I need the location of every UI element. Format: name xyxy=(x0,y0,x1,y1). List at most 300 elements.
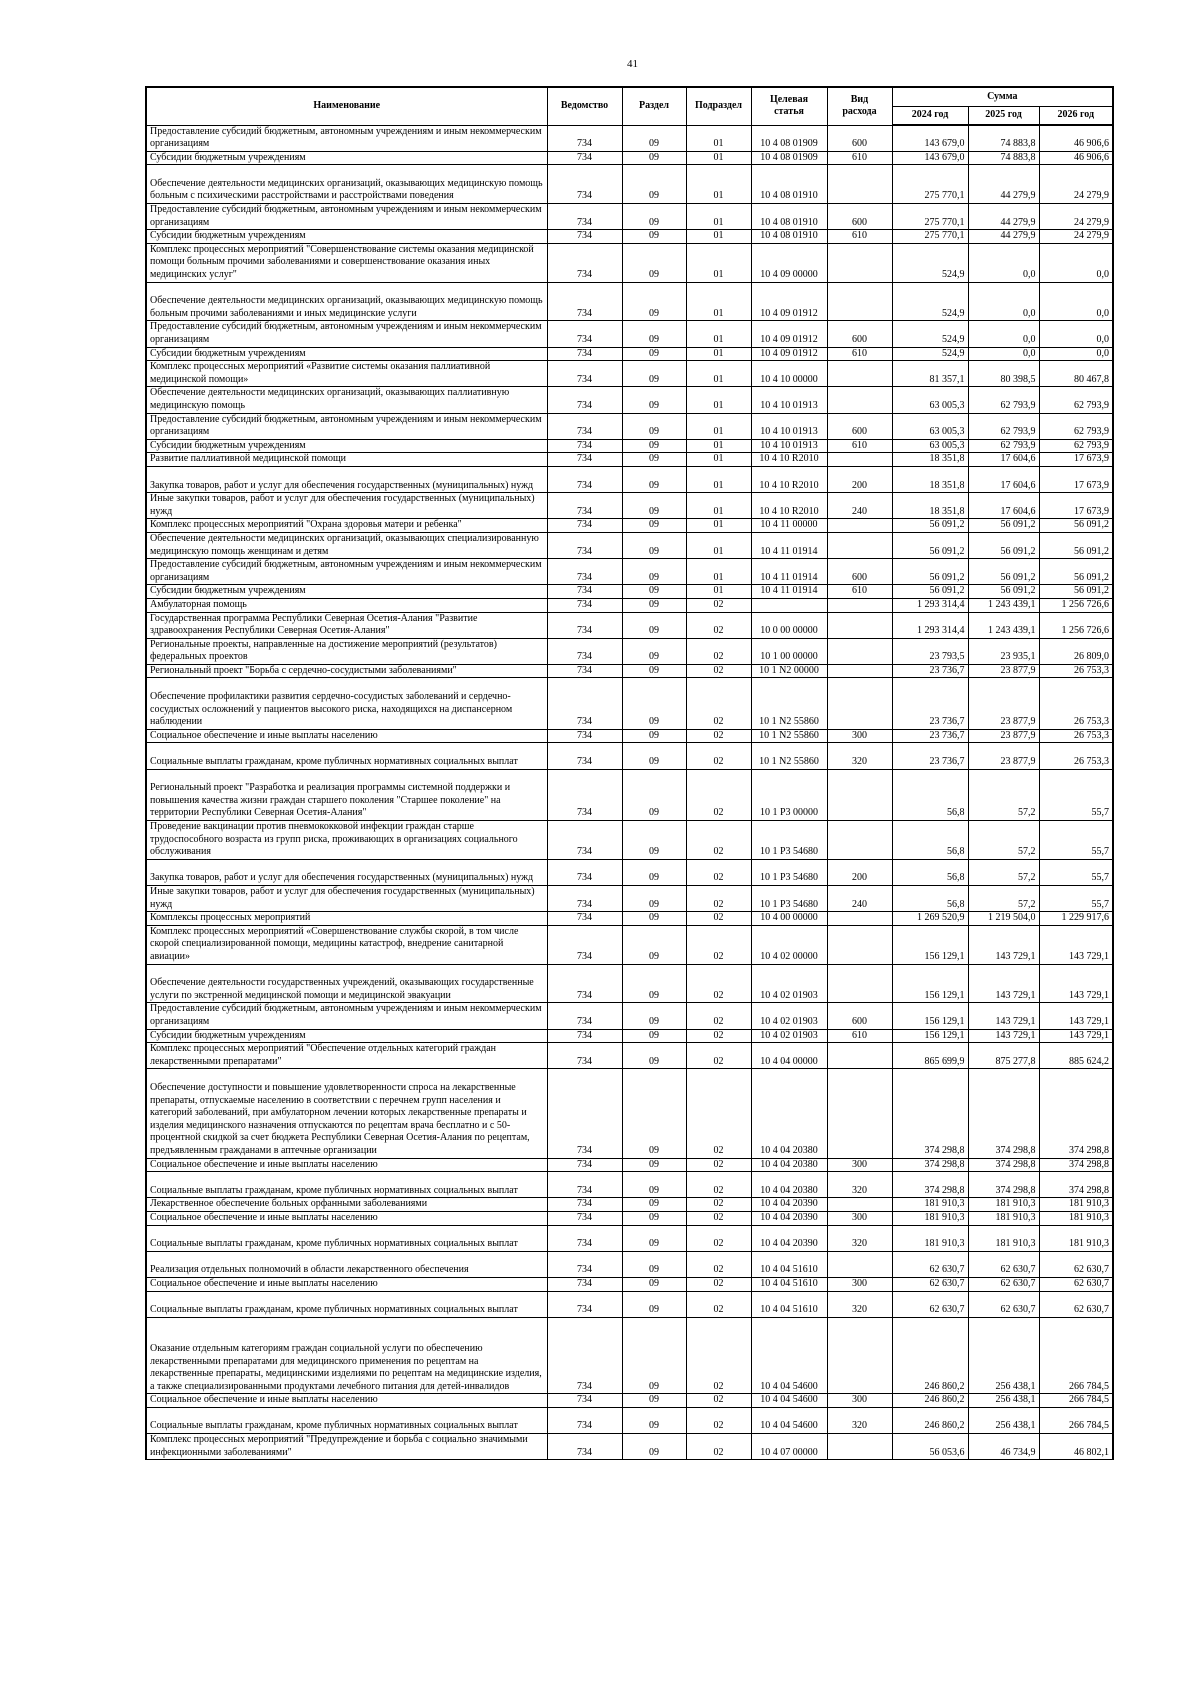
row-sum-2025: 57,2 xyxy=(968,859,1039,885)
row-podrazdel: 02 xyxy=(686,912,751,926)
row-podrazdel: 01 xyxy=(686,559,751,585)
row-sum-2024: 23 793,5 xyxy=(892,638,968,664)
table-body xyxy=(146,125,1113,1460)
row-sum-2026: 56 091,2 xyxy=(1039,559,1113,585)
row-sum-2026: 26 753,3 xyxy=(1039,678,1113,729)
row-sum-2026: 62 793,9 xyxy=(1039,387,1113,413)
row-vedomstvo: 734 xyxy=(547,769,622,820)
row-expense-type xyxy=(827,282,892,321)
row-name: Социальное обеспечение и иные выплаты населению xyxy=(146,1211,547,1225)
row-target-article: 10 4 02 00000 xyxy=(751,925,827,964)
row-vedomstvo: 734 xyxy=(547,612,622,638)
row-sum-2024: 524,9 xyxy=(892,282,968,321)
table-row xyxy=(146,1277,1113,1291)
row-podrazdel: 02 xyxy=(686,598,751,612)
row-sum-2026: 0,0 xyxy=(1039,243,1113,282)
row-razdel: 09 xyxy=(622,387,686,413)
row-target-article: 10 4 04 51610 xyxy=(751,1291,827,1317)
row-expense-type: 320 xyxy=(827,1172,892,1198)
row-sum-2026: 0,0 xyxy=(1039,347,1113,361)
table-row xyxy=(146,598,1113,612)
row-target-article: 10 4 04 54600 xyxy=(751,1394,827,1408)
table-row xyxy=(146,165,1113,204)
row-sum-2024: 374 298,8 xyxy=(892,1069,968,1158)
row-target-article: 10 4 04 54600 xyxy=(751,1317,827,1394)
table-row xyxy=(146,1069,1113,1158)
header-podrazdel: Подраздел xyxy=(686,87,751,125)
table-row xyxy=(146,453,1113,467)
row-name: Субсидии бюджетным учреждениям xyxy=(146,1029,547,1043)
header-vid-line1: Вид xyxy=(850,94,869,106)
table-row xyxy=(146,769,1113,820)
row-name: Развитие паллиативной медицинской помощи xyxy=(146,453,547,467)
row-sum-2025: 56 091,2 xyxy=(968,559,1039,585)
table-row xyxy=(146,612,1113,638)
row-sum-2025: 1 219 504,0 xyxy=(968,912,1039,926)
row-expense-type: 600 xyxy=(827,321,892,347)
row-sum-2026: 24 279,9 xyxy=(1039,204,1113,230)
row-sum-2024: 23 736,7 xyxy=(892,664,968,678)
row-target-article: 10 4 04 20380 xyxy=(751,1172,827,1198)
row-podrazdel: 01 xyxy=(686,230,751,244)
row-podrazdel: 02 xyxy=(686,1251,751,1277)
row-sum-2025: 143 729,1 xyxy=(968,1029,1039,1043)
row-sum-2024: 181 910,3 xyxy=(892,1198,968,1212)
row-expense-type: 300 xyxy=(827,1394,892,1408)
table-row xyxy=(146,1029,1113,1043)
row-target-article: 10 4 09 01912 xyxy=(751,282,827,321)
row-razdel: 09 xyxy=(622,1291,686,1317)
row-razdel: 09 xyxy=(622,1172,686,1198)
row-razdel: 09 xyxy=(622,1434,686,1460)
row-name: Социальное обеспечение и иные выплаты населению xyxy=(146,1277,547,1291)
table-row xyxy=(146,439,1113,453)
row-vedomstvo: 734 xyxy=(547,1172,622,1198)
row-sum-2025: 74 883,8 xyxy=(968,151,1039,165)
row-name: Закупка товаров, работ и услуг для обеспечения государственных (муниципальных) нужд xyxy=(146,466,547,492)
row-name: Социальные выплаты гражданам, кроме публичных нормативных социальных выплат xyxy=(146,1407,547,1433)
row-name: Обеспечение доступности и повышение удовлетворенности спроса на лекарственные препараты, отпускаемые населению в соответствии с перечнем групп населения и категорий заболеваний, при амбулаторном лечении которых лекарственные препараты и изделия медицинского назначения отпускаются по рецептам врача бесплатно и с 50-процентной скидкой за счет бюджета Республики Северная Осетия-Алания по рецептам, предъявленным гражданами в аптечные организации xyxy=(146,1069,547,1158)
row-target-article: 10 1 P3 54680 xyxy=(751,886,827,912)
row-target-article: 10 4 09 01912 xyxy=(751,347,827,361)
row-podrazdel: 02 xyxy=(686,769,751,820)
row-sum-2024: 62 630,7 xyxy=(892,1291,968,1317)
row-name: Комплекс процессных мероприятий "Предупреждение и борьба с социально значимыми инфекционными заболеваниями" xyxy=(146,1434,547,1460)
row-expense-type xyxy=(827,925,892,964)
row-expense-type: 300 xyxy=(827,1211,892,1225)
row-name: Реализация отдельных полномочий в области лекарственного обеспечения xyxy=(146,1251,547,1277)
row-sum-2024: 56 091,2 xyxy=(892,519,968,533)
header-2024: 2024 год xyxy=(892,106,968,125)
row-razdel: 09 xyxy=(622,1394,686,1408)
row-target-article: 10 1 P3 00000 xyxy=(751,769,827,820)
row-sum-2026: 26 753,3 xyxy=(1039,729,1113,743)
row-target-article: 10 4 04 00000 xyxy=(751,1043,827,1069)
row-sum-2026: 62 793,9 xyxy=(1039,413,1113,439)
row-podrazdel: 02 xyxy=(686,612,751,638)
table-row xyxy=(146,1251,1113,1277)
row-expense-type: 300 xyxy=(827,1158,892,1172)
row-target-article: 10 4 00 00000 xyxy=(751,912,827,926)
row-expense-type xyxy=(827,912,892,926)
row-razdel: 09 xyxy=(622,453,686,467)
row-sum-2026: 1 229 917,6 xyxy=(1039,912,1113,926)
row-sum-2024: 275 770,1 xyxy=(892,204,968,230)
row-target-article: 10 4 11 01914 xyxy=(751,585,827,599)
row-target-article: 10 4 02 01903 xyxy=(751,1029,827,1043)
row-name: Комплекс процессных мероприятий «Совершенствование службы скорой, в том числе скорой специализированной помощи, медицины катастроф, внедрение санитарной авиации» xyxy=(146,925,547,964)
row-sum-2026: 80 467,8 xyxy=(1039,361,1113,387)
row-name: Комплекс процессных мероприятий «Развитие системы оказания паллиативной медицинской помощи» xyxy=(146,361,547,387)
row-expense-type xyxy=(827,1069,892,1158)
row-vedomstvo: 734 xyxy=(547,1211,622,1225)
row-expense-type: 200 xyxy=(827,859,892,885)
table-row xyxy=(146,230,1113,244)
row-vedomstvo: 734 xyxy=(547,743,622,769)
row-razdel: 09 xyxy=(622,743,686,769)
row-sum-2024: 246 860,2 xyxy=(892,1317,968,1394)
row-sum-2025: 62 630,7 xyxy=(968,1251,1039,1277)
row-expense-type: 610 xyxy=(827,439,892,453)
table-row xyxy=(146,585,1113,599)
row-podrazdel: 02 xyxy=(686,964,751,1003)
row-target-article: 10 4 08 01910 xyxy=(751,165,827,204)
header-name: Наименование xyxy=(146,87,547,125)
row-vedomstvo: 734 xyxy=(547,151,622,165)
row-razdel: 09 xyxy=(622,1198,686,1212)
row-target-article: 10 4 11 00000 xyxy=(751,519,827,533)
row-sum-2025: 62 793,9 xyxy=(968,439,1039,453)
header-razdel: Раздел xyxy=(622,87,686,125)
row-expense-type: 200 xyxy=(827,466,892,492)
row-target-article: 10 4 10 R2010 xyxy=(751,466,827,492)
header-2025: 2025 год xyxy=(968,106,1039,125)
table-row xyxy=(146,859,1113,885)
row-target-article: 10 1 N2 55860 xyxy=(751,729,827,743)
row-sum-2024: 275 770,1 xyxy=(892,165,968,204)
row-razdel: 09 xyxy=(622,1407,686,1433)
row-expense-type xyxy=(827,638,892,664)
row-sum-2026: 143 729,1 xyxy=(1039,1029,1113,1043)
row-sum-2026: 62 630,7 xyxy=(1039,1251,1113,1277)
row-razdel: 09 xyxy=(622,204,686,230)
row-expense-type: 600 xyxy=(827,204,892,230)
table-row xyxy=(146,1317,1113,1394)
row-name: Комплекс процессных мероприятий "Охрана здоровья матери и ребенка" xyxy=(146,519,547,533)
row-podrazdel: 01 xyxy=(686,493,751,519)
page-number: 41 xyxy=(627,58,638,70)
row-sum-2026: 26 809,0 xyxy=(1039,638,1113,664)
row-sum-2024: 156 129,1 xyxy=(892,964,968,1003)
row-sum-2025: 0,0 xyxy=(968,243,1039,282)
row-sum-2026: 266 784,5 xyxy=(1039,1394,1113,1408)
header-target-line1: Целевая xyxy=(769,94,809,106)
row-razdel: 09 xyxy=(622,678,686,729)
row-razdel: 09 xyxy=(622,859,686,885)
table-row xyxy=(146,532,1113,558)
row-podrazdel: 02 xyxy=(686,1434,751,1460)
row-razdel: 09 xyxy=(622,1277,686,1291)
row-vedomstvo: 734 xyxy=(547,664,622,678)
row-expense-type xyxy=(827,1434,892,1460)
table-row xyxy=(146,151,1113,165)
row-target-article: 10 4 10 00000 xyxy=(751,361,827,387)
row-expense-type: 600 xyxy=(827,413,892,439)
row-razdel: 09 xyxy=(622,493,686,519)
row-name: Социальные выплаты гражданам, кроме публичных нормативных социальных выплат xyxy=(146,1172,547,1198)
row-vedomstvo: 734 xyxy=(547,361,622,387)
table-row xyxy=(146,243,1113,282)
row-podrazdel: 01 xyxy=(686,204,751,230)
row-sum-2026: 17 673,9 xyxy=(1039,466,1113,492)
row-expense-type: 600 xyxy=(827,125,892,151)
row-target-article: 10 1 00 00000 xyxy=(751,638,827,664)
row-name: Субсидии бюджетным учреждениям xyxy=(146,151,547,165)
row-expense-type xyxy=(827,453,892,467)
row-sum-2024: 246 860,2 xyxy=(892,1407,968,1433)
row-podrazdel: 02 xyxy=(686,1029,751,1043)
row-razdel: 09 xyxy=(622,598,686,612)
row-sum-2024: 18 351,8 xyxy=(892,453,968,467)
row-sum-2024: 374 298,8 xyxy=(892,1172,968,1198)
row-expense-type xyxy=(827,1043,892,1069)
row-expense-type xyxy=(827,361,892,387)
row-sum-2024: 1 293 314,4 xyxy=(892,598,968,612)
row-sum-2024: 63 005,3 xyxy=(892,387,968,413)
row-razdel: 09 xyxy=(622,413,686,439)
row-vedomstvo: 734 xyxy=(547,1434,622,1460)
row-sum-2026: 181 910,3 xyxy=(1039,1225,1113,1251)
row-razdel: 09 xyxy=(622,347,686,361)
row-podrazdel: 02 xyxy=(686,1317,751,1394)
row-podrazdel: 02 xyxy=(686,1069,751,1158)
row-sum-2026: 17 673,9 xyxy=(1039,493,1113,519)
row-razdel: 09 xyxy=(622,612,686,638)
row-expense-type xyxy=(827,821,892,860)
row-sum-2025: 57,2 xyxy=(968,886,1039,912)
table-row xyxy=(146,413,1113,439)
row-sum-2026: 143 729,1 xyxy=(1039,1003,1113,1029)
row-sum-2026: 1 256 726,6 xyxy=(1039,598,1113,612)
row-razdel: 09 xyxy=(622,1225,686,1251)
table-row xyxy=(146,638,1113,664)
row-vedomstvo: 734 xyxy=(547,912,622,926)
row-podrazdel: 02 xyxy=(686,1277,751,1291)
row-sum-2024: 374 298,8 xyxy=(892,1158,968,1172)
row-target-article: 10 0 00 00000 xyxy=(751,612,827,638)
row-razdel: 09 xyxy=(622,1069,686,1158)
table-row xyxy=(146,1043,1113,1069)
row-name: Предоставление субсидий бюджетным, автономным учреждениям и иным некоммерческим организациям xyxy=(146,125,547,151)
row-sum-2026: 26 753,3 xyxy=(1039,664,1113,678)
row-podrazdel: 02 xyxy=(686,886,751,912)
row-name: Социальное обеспечение и иные выплаты населению xyxy=(146,1158,547,1172)
row-expense-type: 240 xyxy=(827,493,892,519)
row-name: Социальное обеспечение и иные выплаты населению xyxy=(146,729,547,743)
row-name: Обеспечение деятельности медицинских организаций, оказывающих медицинскую помощь больным прочими заболеваниями и иных медицинские услуги xyxy=(146,282,547,321)
row-expense-type: 320 xyxy=(827,1291,892,1317)
row-podrazdel: 01 xyxy=(686,125,751,151)
row-vedomstvo: 734 xyxy=(547,387,622,413)
row-expense-type: 320 xyxy=(827,743,892,769)
header-vedomstvo: Ведомство xyxy=(547,87,622,125)
row-vedomstvo: 734 xyxy=(547,886,622,912)
table-row xyxy=(146,1211,1113,1225)
row-podrazdel: 01 xyxy=(686,321,751,347)
row-expense-type: 610 xyxy=(827,230,892,244)
row-target-article: 10 4 08 01909 xyxy=(751,151,827,165)
row-podrazdel: 01 xyxy=(686,165,751,204)
row-target-article: 10 4 08 01910 xyxy=(751,230,827,244)
row-vedomstvo: 734 xyxy=(547,1277,622,1291)
row-expense-type xyxy=(827,387,892,413)
row-sum-2025: 62 630,7 xyxy=(968,1277,1039,1291)
table-row xyxy=(146,1291,1113,1317)
row-sum-2025: 23 877,9 xyxy=(968,729,1039,743)
row-razdel: 09 xyxy=(622,282,686,321)
row-sum-2025: 56 091,2 xyxy=(968,585,1039,599)
row-expense-type xyxy=(827,769,892,820)
row-sum-2026: 374 298,8 xyxy=(1039,1069,1113,1158)
row-sum-2025: 875 277,8 xyxy=(968,1043,1039,1069)
row-sum-2025: 374 298,8 xyxy=(968,1069,1039,1158)
table-row xyxy=(146,282,1113,321)
row-podrazdel: 02 xyxy=(686,821,751,860)
row-sum-2025: 56 091,2 xyxy=(968,519,1039,533)
row-razdel: 09 xyxy=(622,361,686,387)
row-sum-2024: 1 269 520,9 xyxy=(892,912,968,926)
row-vedomstvo: 734 xyxy=(547,413,622,439)
row-sum-2024: 81 357,1 xyxy=(892,361,968,387)
row-vedomstvo: 734 xyxy=(547,1198,622,1212)
row-sum-2024: 23 736,7 xyxy=(892,729,968,743)
row-sum-2024: 156 129,1 xyxy=(892,1003,968,1029)
table-row xyxy=(146,204,1113,230)
row-vedomstvo: 734 xyxy=(547,1225,622,1251)
row-razdel: 09 xyxy=(622,886,686,912)
row-expense-type: 600 xyxy=(827,559,892,585)
row-expense-type xyxy=(827,1251,892,1277)
row-target-article: 10 1 P3 54680 xyxy=(751,821,827,860)
row-sum-2025: 23 877,9 xyxy=(968,743,1039,769)
row-vedomstvo: 734 xyxy=(547,230,622,244)
row-razdel: 09 xyxy=(622,964,686,1003)
row-name: Социальные выплаты гражданам, кроме публичных нормативных социальных выплат xyxy=(146,743,547,769)
table-row xyxy=(146,912,1113,926)
row-target-article: 10 4 09 00000 xyxy=(751,243,827,282)
row-podrazdel: 02 xyxy=(686,729,751,743)
row-sum-2026: 46 906,6 xyxy=(1039,151,1113,165)
row-razdel: 09 xyxy=(622,925,686,964)
row-name: Проведение вакцинации против пневмококковой инфекции граждан старше трудоспособного возраста из групп риска, проживающих в организациях социального обслуживания xyxy=(146,821,547,860)
header-summa: Сумма xyxy=(892,87,1113,106)
row-vedomstvo: 734 xyxy=(547,1317,622,1394)
row-vedomstvo: 734 xyxy=(547,1291,622,1317)
row-sum-2025: 17 604,6 xyxy=(968,493,1039,519)
row-name: Обеспечение профилактики развития сердечно-сосудистых заболеваний и сердечно-сосудистых осложнений у пациентов высокого риска, находящихся на диспансерном наблюдении xyxy=(146,678,547,729)
row-sum-2024: 524,9 xyxy=(892,321,968,347)
row-vedomstvo: 734 xyxy=(547,439,622,453)
row-sum-2024: 156 129,1 xyxy=(892,1029,968,1043)
row-vedomstvo: 734 xyxy=(547,1251,622,1277)
row-name: Предоставление субсидий бюджетным, автономным учреждениям и иным некоммерческим организациям xyxy=(146,1003,547,1029)
table-row xyxy=(146,1434,1113,1460)
row-sum-2025: 1 243 439,1 xyxy=(968,598,1039,612)
table-row xyxy=(146,1394,1113,1408)
row-sum-2025: 23 935,1 xyxy=(968,638,1039,664)
row-sum-2025: 74 883,8 xyxy=(968,125,1039,151)
table-row xyxy=(146,664,1113,678)
table-row xyxy=(146,493,1113,519)
row-sum-2024: 156 129,1 xyxy=(892,925,968,964)
row-name: Иные закупки товаров, работ и услуг для обеспечения государственных (муниципальных) нужд xyxy=(146,493,547,519)
row-expense-type: 610 xyxy=(827,151,892,165)
row-sum-2026: 0,0 xyxy=(1039,282,1113,321)
row-target-article: 10 4 04 54600 xyxy=(751,1407,827,1433)
row-sum-2025: 143 729,1 xyxy=(968,925,1039,964)
row-vedomstvo: 734 xyxy=(547,678,622,729)
row-name: Оказание отдельным категориям граждан социальной услуги по обеспечению лекарственными препаратами для медицинского применения по рецептам на лекарственные препараты, медицинскими изделиями по рецептам на медицинские изделия, а также специализированными продуктами лечебного питания для детей-инвалидов xyxy=(146,1317,547,1394)
row-expense-type xyxy=(827,612,892,638)
row-podrazdel: 02 xyxy=(686,1158,751,1172)
row-sum-2024: 56,8 xyxy=(892,859,968,885)
row-sum-2026: 266 784,5 xyxy=(1039,1407,1113,1433)
row-sum-2026: 181 910,3 xyxy=(1039,1198,1113,1212)
row-vedomstvo: 734 xyxy=(547,559,622,585)
row-sum-2026: 181 910,3 xyxy=(1039,1211,1113,1225)
row-podrazdel: 02 xyxy=(686,1225,751,1251)
table-row xyxy=(146,678,1113,729)
row-name: Комплекс процессных мероприятий "Обеспечение отдельных категорий граждан лекарственными препаратами" xyxy=(146,1043,547,1069)
table-row xyxy=(146,387,1113,413)
row-target-article: 10 4 02 01903 xyxy=(751,964,827,1003)
row-sum-2026: 266 784,5 xyxy=(1039,1317,1113,1394)
row-sum-2025: 181 910,3 xyxy=(968,1225,1039,1251)
row-razdel: 09 xyxy=(622,125,686,151)
row-vedomstvo: 734 xyxy=(547,1158,622,1172)
row-vedomstvo: 734 xyxy=(547,321,622,347)
row-target-article: 10 4 04 20380 xyxy=(751,1158,827,1172)
row-razdel: 09 xyxy=(622,585,686,599)
row-razdel: 09 xyxy=(622,664,686,678)
row-podrazdel: 02 xyxy=(686,925,751,964)
table-row xyxy=(146,821,1113,860)
row-sum-2025: 374 298,8 xyxy=(968,1172,1039,1198)
row-sum-2024: 143 679,0 xyxy=(892,125,968,151)
row-expense-type xyxy=(827,964,892,1003)
row-expense-type: 610 xyxy=(827,585,892,599)
row-podrazdel: 02 xyxy=(686,743,751,769)
row-podrazdel: 02 xyxy=(686,1211,751,1225)
row-sum-2024: 181 910,3 xyxy=(892,1225,968,1251)
row-name: Предоставление субсидий бюджетным, автономным учреждениям и иным некоммерческим организациям xyxy=(146,204,547,230)
row-name: Амбулаторная помощь xyxy=(146,598,547,612)
row-razdel: 09 xyxy=(622,519,686,533)
row-sum-2025: 256 438,1 xyxy=(968,1407,1039,1433)
table-row xyxy=(146,347,1113,361)
table-row xyxy=(146,743,1113,769)
row-sum-2026: 56 091,2 xyxy=(1039,519,1113,533)
row-sum-2026: 55,7 xyxy=(1039,769,1113,820)
row-sum-2025: 57,2 xyxy=(968,821,1039,860)
row-name: Социальные выплаты гражданам, кроме публичных нормативных социальных выплат xyxy=(146,1291,547,1317)
row-sum-2024: 56,8 xyxy=(892,769,968,820)
row-expense-type xyxy=(827,165,892,204)
row-name: Региональные проекты, направленные на достижение мероприятий (результатов) федеральных проектов xyxy=(146,638,547,664)
table-row xyxy=(146,519,1113,533)
row-sum-2025: 374 298,8 xyxy=(968,1158,1039,1172)
row-name: Предоставление субсидий бюджетным, автономным учреждениям и иным некоммерческим организациям xyxy=(146,559,547,585)
